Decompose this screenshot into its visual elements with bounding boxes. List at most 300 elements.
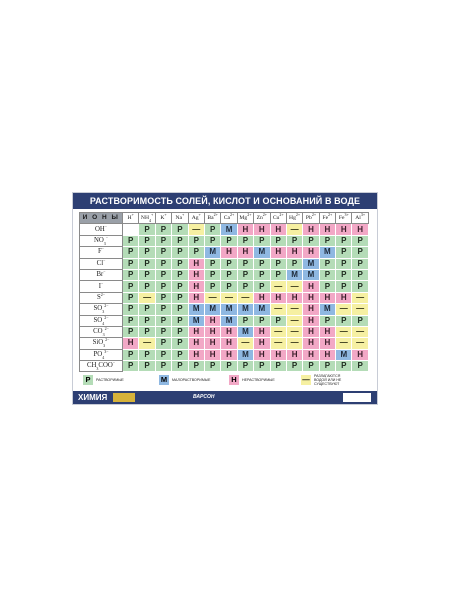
solubility-cell: Р (303, 361, 319, 372)
solubility-cell: Р (188, 235, 204, 246)
solubility-cell: — (139, 338, 155, 349)
anion-header (80, 315, 123, 326)
solubility-cell: Р (204, 269, 220, 280)
solubility-cell: Р (319, 269, 335, 280)
ion-charge: 2+ (247, 212, 252, 218)
solubility-cell: Р (286, 361, 302, 372)
solubility-cell: Р (123, 304, 139, 315)
solubility-cell: Р (139, 326, 155, 337)
ion-symbol: NO (93, 236, 104, 244)
solubility-cell: — (286, 281, 302, 292)
solubility-cell: Р (352, 235, 368, 246)
solubility-cell: Р (139, 315, 155, 326)
solubility-cell: Р (155, 281, 171, 292)
solubility-cell: Р (270, 315, 286, 326)
solubility-cell: Р (237, 315, 253, 326)
solubility-cell: Р (254, 281, 270, 292)
ion-charge: 3− (104, 349, 109, 354)
cation-header (204, 213, 220, 224)
solubility-cell: Р (172, 258, 188, 269)
anion-header (80, 349, 123, 360)
solubility-cell: Р (155, 292, 171, 303)
cation-header (139, 213, 155, 224)
solubility-cell: Н (336, 292, 352, 303)
solubility-cell: Р (155, 269, 171, 280)
solubility-cell: Н (303, 304, 319, 315)
solubility-cell: Н (303, 349, 319, 360)
solubility-cell: — (286, 326, 302, 337)
solubility-cell: Р (237, 235, 253, 246)
anion-header (80, 269, 123, 280)
solubility-table (79, 212, 369, 372)
ion-symbol: SO (93, 305, 103, 313)
solubility-cell: М (319, 304, 335, 315)
cation-header (188, 213, 204, 224)
solubility-cell: Р (139, 361, 155, 372)
anion-row (80, 361, 369, 372)
solubility-cell: — (352, 326, 368, 337)
ion-symbol: CO (93, 328, 103, 336)
solubility-cell: Р (254, 235, 270, 246)
ion-symbol: PO (93, 350, 103, 358)
solubility-cell: М (204, 304, 220, 315)
ion-symbol: CH (86, 362, 97, 370)
solubility-cell: Н (303, 292, 319, 303)
solubility-cell: Р (188, 361, 204, 372)
cation-header (270, 213, 286, 224)
ion-symbol: Zn (256, 215, 263, 222)
solubility-cell: Р (237, 361, 253, 372)
solubility-cell: Н (286, 247, 302, 258)
solubility-poster (72, 192, 378, 405)
solubility-cell: Н (204, 338, 220, 349)
cation-header (123, 213, 139, 224)
cation-header (172, 213, 188, 224)
cation-header (155, 213, 171, 224)
legend-item (229, 374, 275, 386)
ion-symbol: F (97, 248, 102, 256)
solubility-cell: М (221, 315, 237, 326)
anion-row (80, 349, 369, 360)
solubility-cell: Р (123, 315, 139, 326)
ion-charge: 2− (104, 326, 109, 332)
legend-swatch: — (302, 375, 310, 384)
solubility-cell: Р (221, 269, 237, 280)
cation-header (286, 213, 302, 224)
cation-header (303, 213, 319, 224)
ion-charge: − (101, 280, 104, 286)
ion-charge: − (103, 258, 106, 263)
anion-header (80, 281, 123, 292)
ion-symbol-tail: COO (98, 362, 113, 370)
ion-symbol: Fe (322, 215, 329, 222)
solubility-cell: — (237, 338, 253, 349)
ion-symbol: NH (140, 215, 149, 222)
solubility-cell: М (303, 269, 319, 280)
solubility-cell: — (286, 304, 302, 315)
solubility-cell: Р (123, 235, 139, 246)
solubility-cell: Р (352, 315, 368, 326)
anion-header (80, 338, 123, 349)
solubility-cell: М (286, 269, 302, 280)
ion-subscript: 3 (103, 343, 106, 349)
ion-symbol: S (96, 293, 101, 301)
solubility-cell: Р (204, 281, 220, 292)
legend (83, 374, 373, 386)
solubility-cell: Н (221, 326, 237, 337)
cation-header (237, 213, 253, 224)
solubility-cell: Р (352, 361, 368, 372)
legend-item (159, 374, 210, 386)
ion-subscript: 4 (149, 218, 151, 224)
anion-header (80, 292, 123, 303)
solubility-cell: Р (155, 247, 171, 258)
solubility-cell: Р (254, 315, 270, 326)
anion-row (80, 292, 369, 303)
solubility-cell: Н (319, 326, 335, 337)
solubility-cell: Н (286, 349, 302, 360)
solubility-cell: Н (319, 224, 335, 235)
anion-header (80, 235, 123, 246)
solubility-cell: Н (254, 292, 270, 303)
ion-symbol: Fe (338, 215, 345, 222)
solubility-cell: М (254, 304, 270, 315)
solubility-cell: Р (123, 349, 139, 360)
solubility-cell: Р (352, 247, 368, 258)
cation-header-row (80, 213, 369, 224)
legend-swatch: Н (229, 375, 239, 385)
solubility-cell: Р (139, 281, 155, 292)
solubility-cell: Р (286, 235, 302, 246)
solubility-cell: Р (204, 361, 220, 372)
solubility-cell: Р (155, 338, 171, 349)
legend-item (83, 374, 124, 386)
solubility-cell: Р (319, 235, 335, 246)
solubility-cell: Н (303, 315, 319, 326)
legend-label: РАСТВОРИМЫЕ (96, 378, 124, 382)
publisher-logo: ВАРСОН (193, 394, 215, 400)
solubility-cell: Р (172, 361, 188, 372)
ion-subscript: 4 (102, 354, 105, 360)
solubility-cell: Р (221, 361, 237, 372)
solubility-cell: М (237, 326, 253, 337)
solubility-cell: Н (303, 224, 319, 235)
solubility-cell: Р (221, 281, 237, 292)
ion-symbol: Na (175, 215, 182, 222)
ion-symbol: OH (94, 225, 105, 233)
solubility-cell: Р (204, 224, 220, 235)
solubility-cell: Р (139, 304, 155, 315)
solubility-cell: Н (254, 349, 270, 360)
ion-symbol: SiO (92, 339, 104, 347)
solubility-cell: — (188, 224, 204, 235)
ion-charge: 2+ (328, 212, 333, 218)
ion-charge: 2+ (279, 212, 284, 218)
solubility-cell: Р (336, 235, 352, 246)
solubility-cell: Р (204, 235, 220, 246)
ion-symbol: SO (93, 316, 103, 324)
solubility-cell: Р (172, 247, 188, 258)
solubility-cell: Р (237, 281, 253, 292)
solubility-cell: Р (254, 269, 270, 280)
ion-symbol: K (160, 215, 165, 222)
solubility-cell: Р (139, 269, 155, 280)
anion-row (80, 224, 369, 235)
solubility-cell: Р (155, 315, 171, 326)
solubility-cell: Р (270, 269, 286, 280)
anion-header (80, 361, 123, 372)
solubility-cell: Р (336, 258, 352, 269)
solubility-cell: Р (319, 258, 335, 269)
solubility-cell: Р (155, 224, 171, 235)
ion-charge: − (105, 235, 109, 240)
anion-header (80, 224, 123, 235)
solubility-cell: Р (123, 326, 139, 337)
ion-charge: 2− (105, 337, 110, 343)
solubility-cell: Р (352, 281, 368, 292)
solubility-cell: Н (303, 326, 319, 337)
solubility-cell: Р (155, 326, 171, 337)
solubility-cell: Р (155, 258, 171, 269)
anion-row (80, 269, 369, 280)
ion-charge: + (164, 212, 167, 218)
ion-symbol: Ca (223, 215, 231, 222)
solubility-cell: Р (352, 269, 368, 280)
solubility-cell: Р (139, 247, 155, 258)
ion-charge: 2+ (213, 212, 218, 218)
solubility-cell: Р (123, 269, 139, 280)
solubility-cell: — (336, 338, 352, 349)
anion-header (80, 326, 123, 337)
solubility-cell: Р (172, 269, 188, 280)
solubility-cell: М (319, 247, 335, 258)
solubility-cell: Н (319, 292, 335, 303)
ion-subscript: 3 (102, 332, 105, 338)
solubility-cell: Р (172, 338, 188, 349)
solubility-cell: Н (319, 349, 335, 360)
solubility-cell: — (204, 292, 220, 303)
ion-subscript: 3 (102, 309, 105, 315)
solubility-cell: Н (319, 338, 335, 349)
solubility-cell: Р (188, 247, 204, 258)
solubility-cell: Р (221, 258, 237, 269)
solubility-cell: М (254, 247, 270, 258)
solubility-cell: Р (139, 235, 155, 246)
solubility-cell: — (352, 292, 368, 303)
ion-charge: − (104, 223, 108, 229)
ion-symbol: Cu (272, 215, 280, 222)
solubility-cell: Н (303, 338, 319, 349)
solubility-cell: Р (254, 361, 270, 372)
ion-charge: + (198, 212, 201, 218)
solubility-cell: Р (123, 258, 139, 269)
ion-symbol: Pb (305, 215, 312, 222)
cation-header (336, 213, 352, 224)
solubility-cell: М (237, 349, 253, 360)
anion-row (80, 315, 369, 326)
ion-symbol: H (127, 215, 132, 222)
publisher-emblem (343, 393, 371, 402)
anion-row (80, 304, 369, 315)
solubility-cell: — (352, 338, 368, 349)
solubility-cell: Р (237, 258, 253, 269)
ion-symbol: I (98, 282, 101, 290)
solubility-cell: — (237, 292, 253, 303)
ion-charge: 2+ (311, 212, 317, 218)
legend-item (301, 374, 352, 386)
solubility-cell: М (221, 304, 237, 315)
solubility-cell: — (270, 338, 286, 349)
solubility-cell: М (188, 315, 204, 326)
poster-title: РАСТВОРИМОСТЬ СОЛЕЙ, КИСЛОТ И ОСНОВАНИЙ В ВОДЕ (73, 193, 377, 209)
ion-symbol: Al (355, 215, 361, 222)
cation-header (254, 213, 270, 224)
solubility-cell: Н (352, 224, 368, 235)
anion-header (80, 304, 123, 315)
solubility-cell: Н (204, 315, 220, 326)
ion-charge: 2+ (262, 212, 268, 218)
cation-header (221, 213, 237, 224)
solubility-cell: Р (286, 258, 302, 269)
solubility-cell: Н (352, 349, 368, 360)
solubility-cell: Н (221, 338, 237, 349)
solubility-cell: Р (123, 247, 139, 258)
ion-charge: 2+ (295, 212, 301, 218)
solubility-cell: Р (139, 349, 155, 360)
anion-row (80, 281, 369, 292)
solubility-cell: — (270, 326, 286, 337)
ion-charge: − (103, 269, 106, 275)
solubility-cell: Н (270, 224, 286, 235)
solubility-cell: Н (188, 292, 204, 303)
solubility-cell: Н (188, 258, 204, 269)
ion-charge: − (101, 246, 105, 252)
solubility-cell: Н (303, 281, 319, 292)
solubility-cell: — (221, 292, 237, 303)
ion-charge: 2+ (230, 212, 235, 218)
solubility-cell: Р (172, 292, 188, 303)
solubility-cell: Р (155, 361, 171, 372)
solubility-cell: Н (123, 338, 139, 349)
solubility-cell: Н (188, 326, 204, 337)
ion-subscript: 3 (96, 366, 99, 372)
ions-corner-label: И О Н Ы (80, 213, 123, 224)
ion-symbol: Mg (239, 215, 248, 222)
solubility-cell: Н (270, 292, 286, 303)
legend-swatch: Р (83, 375, 93, 385)
ion-charge: 3+ (344, 212, 349, 218)
anion-header (80, 247, 123, 258)
solubility-cell: Р (336, 315, 352, 326)
solubility-cell: Р (123, 361, 139, 372)
anion-header (80, 258, 123, 269)
solubility-cell: Р (172, 315, 188, 326)
solubility-cell: Н (237, 224, 253, 235)
footer-bar (73, 391, 377, 404)
solubility-cell: Р (172, 224, 188, 235)
solubility-cell: — (286, 338, 302, 349)
solubility-cell: Н (221, 247, 237, 258)
solubility-cell: Р (172, 304, 188, 315)
solubility-cell: Р (336, 247, 352, 258)
ion-subscript: 3 (103, 240, 106, 246)
solubility-cell: Р (270, 361, 286, 372)
solubility-cell: Р (221, 235, 237, 246)
solubility-cell: Н (188, 281, 204, 292)
ion-charge: 2− (100, 292, 106, 297)
solubility-cell: Р (237, 269, 253, 280)
solubility-cell: Р (336, 269, 352, 280)
ion-symbol: Br (96, 271, 104, 279)
solubility-cell: Н (188, 269, 204, 280)
solubility-cell: Р (270, 258, 286, 269)
solubility-cell: Н (303, 247, 319, 258)
solubility-cell: — (336, 304, 352, 315)
legend-label: РАЗЛАГАЮТСЯ ВОДОЙ ИЛИ НЕ СУЩЕСТВУЮТ (314, 374, 342, 386)
solubility-cell: Р (303, 235, 319, 246)
ion-symbol: Cl (96, 259, 104, 267)
solubility-cell: Р (319, 315, 335, 326)
subject-label: ХИМИЯ (78, 393, 108, 402)
solubility-cell: Р (155, 235, 171, 246)
solubility-cell: Н (204, 326, 220, 337)
legend-swatch: М (160, 375, 168, 384)
anion-row (80, 258, 369, 269)
ion-charge: + (131, 212, 134, 218)
cation-header (352, 213, 368, 224)
solubility-cell: Р (139, 224, 155, 235)
solubility-cell: Р (352, 258, 368, 269)
anion-row (80, 338, 369, 349)
solubility-cell: — (270, 281, 286, 292)
solubility-cell: М (336, 349, 352, 360)
solubility-cell: Н (237, 247, 253, 258)
solubility-cell: Р (172, 326, 188, 337)
solubility-cell: Н (336, 224, 352, 235)
ion-charge: 2− (104, 303, 109, 309)
solubility-cell (123, 224, 139, 235)
ion-charge: − (112, 360, 116, 366)
solubility-cell: Р (123, 281, 139, 292)
solubility-cell: М (221, 224, 237, 235)
ion-symbol: Ag (191, 215, 199, 222)
solubility-cell: — (336, 326, 352, 337)
legend-label: НЕРАСТВОРИМЫЕ (242, 378, 275, 382)
ion-subscript: 4 (102, 320, 105, 326)
solubility-cell: Р (139, 258, 155, 269)
solubility-cell: М (237, 304, 253, 315)
solubility-cell: Р (336, 281, 352, 292)
solubility-cell: Р (336, 361, 352, 372)
solubility-cell: — (352, 304, 368, 315)
solubility-cell: Н (254, 326, 270, 337)
solubility-cell: Р (254, 258, 270, 269)
solubility-cell: Н (254, 224, 270, 235)
ion-charge: + (151, 212, 154, 218)
solubility-cell: Р (155, 304, 171, 315)
anion-row (80, 235, 369, 246)
cation-header (319, 213, 335, 224)
solubility-cell: Н (270, 247, 286, 258)
anion-row (80, 247, 369, 258)
solubility-cell: — (286, 224, 302, 235)
legend-label: МАЛОРАСТВОРИМЫЕ (172, 378, 211, 382)
solubility-cell: Н (270, 349, 286, 360)
solubility-cell: Н (188, 349, 204, 360)
solubility-cell: — (139, 292, 155, 303)
solubility-cell: Р (172, 281, 188, 292)
solubility-cell: Р (319, 281, 335, 292)
